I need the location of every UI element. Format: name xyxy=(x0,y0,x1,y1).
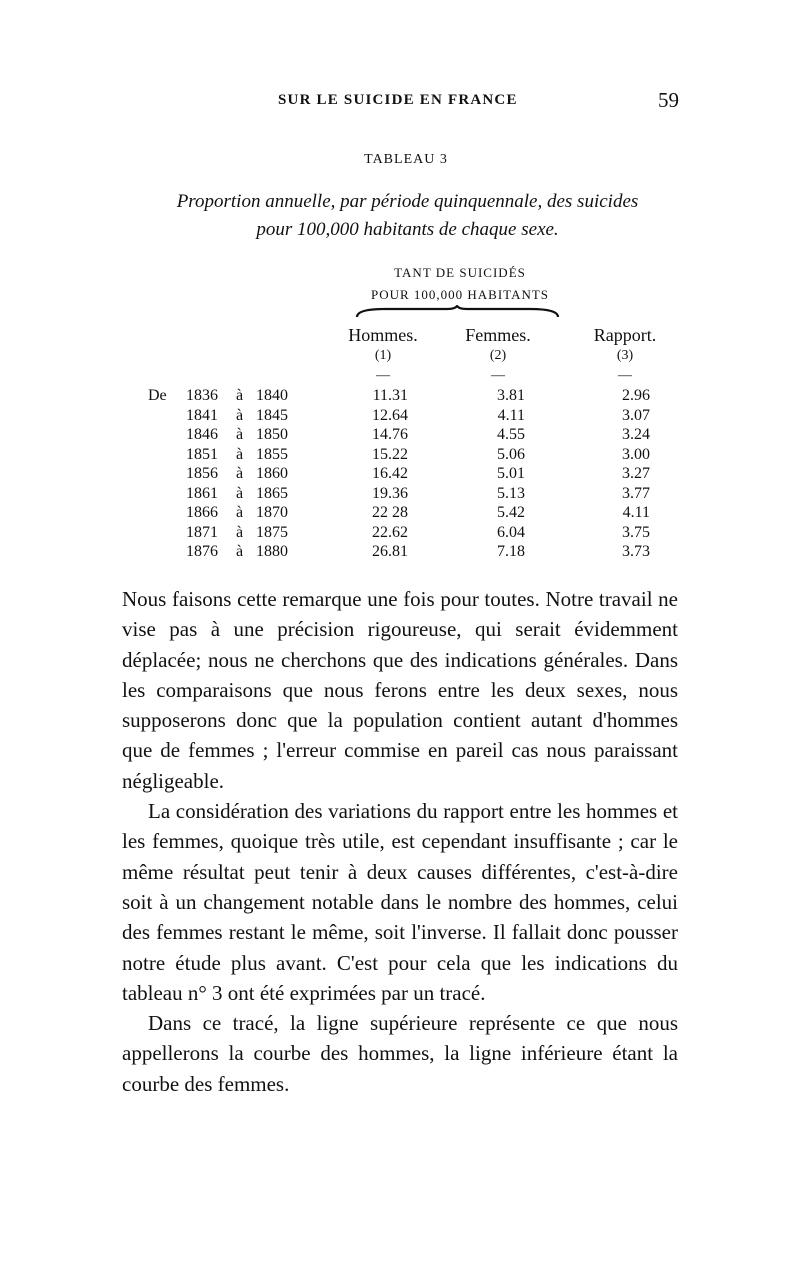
row-year-from: 1871 xyxy=(186,523,218,541)
table-row xyxy=(0,484,800,504)
row-year-to: 1870 xyxy=(256,504,288,521)
cell-hommes: 22.62 xyxy=(372,523,408,541)
row-connector: à xyxy=(236,504,244,521)
cell-hommes: 22 28 xyxy=(372,504,408,521)
cell-hommes: 12.64 xyxy=(372,406,408,424)
cell-femmes: 4.55 xyxy=(497,426,525,443)
row-year-from: 1841 xyxy=(186,406,218,424)
column-dash: — xyxy=(491,368,505,383)
cell-rapport: 3.24 xyxy=(622,426,650,443)
column-number: (3) xyxy=(616,348,634,363)
row-year-to: 1840 xyxy=(256,387,288,404)
table-row xyxy=(0,523,800,543)
row-connector: à xyxy=(236,484,244,502)
cell-femmes: 7.18 xyxy=(497,543,525,560)
column-header-rapport: Rapport. xyxy=(593,325,657,345)
column-number: (1) xyxy=(374,348,392,363)
cell-femmes: 5.06 xyxy=(497,445,525,463)
table-row xyxy=(0,386,800,406)
caption-line: Proportion annuelle, par période quinquennale, des suicides xyxy=(176,191,639,212)
table-row xyxy=(0,425,800,445)
row-year-to: 1865 xyxy=(256,484,288,502)
column-dash: — xyxy=(376,368,390,383)
cell-femmes: 6.04 xyxy=(497,523,525,541)
row-year-to: 1855 xyxy=(256,445,288,463)
column-group-header xyxy=(330,262,590,306)
cell-rapport: 4.11 xyxy=(622,504,650,521)
caption-line: pour 100,000 habitants de chaque sexe. xyxy=(256,219,559,240)
cell-rapport: 2.96 xyxy=(622,387,650,404)
row-year-from: 1861 xyxy=(186,484,218,502)
column-header-hommes: Hommes. xyxy=(348,325,418,345)
row-year-to: 1875 xyxy=(256,523,288,541)
cell-hommes: 19.36 xyxy=(372,484,408,502)
brace-icon xyxy=(355,305,560,319)
running-title: SUR LE SUICIDE EN FRANCE xyxy=(278,92,518,108)
group-header-line: TANT DE SUICIDÉS xyxy=(394,265,526,280)
column-number: (2) xyxy=(489,348,507,363)
row-year-to: 1845 xyxy=(256,406,288,424)
row-connector: à xyxy=(236,543,244,560)
table-body xyxy=(0,386,800,562)
table-label: TABLEAU 3 xyxy=(364,152,448,167)
cell-rapport: 3.07 xyxy=(622,406,650,424)
column-header-femmes: Femmes. xyxy=(465,325,531,345)
row-year-from: 1876 xyxy=(186,543,218,560)
row-prefix: De xyxy=(148,387,167,404)
cell-hommes: 14.76 xyxy=(372,426,408,443)
column-dash: — xyxy=(618,368,632,383)
cell-rapport: 3.75 xyxy=(622,523,650,541)
row-year-to: 1850 xyxy=(256,426,288,443)
cell-rapport: 3.00 xyxy=(622,445,650,463)
cell-femmes: 5.42 xyxy=(497,504,525,521)
row-connector: à xyxy=(236,445,244,463)
cell-femmes: 5.13 xyxy=(497,484,525,502)
table-caption xyxy=(120,188,695,244)
cell-femmes: 3.81 xyxy=(497,387,525,404)
table-row xyxy=(0,445,800,465)
row-year-from: 1851 xyxy=(186,445,218,463)
row-year-from: 1846 xyxy=(186,426,218,443)
cell-hommes: 16.42 xyxy=(372,465,408,482)
row-year-to: 1860 xyxy=(256,465,288,482)
page-header xyxy=(0,88,800,116)
table-row xyxy=(0,464,800,484)
row-connector: à xyxy=(236,465,244,482)
row-connector: à xyxy=(236,426,244,443)
paragraph: Dans ce tracé, la ligne supérieure représente ce que nous appellerons la courbe des hommes, la ligne inférieure étant la courbe des femmes. xyxy=(122,1011,678,1096)
body-text xyxy=(122,584,678,1099)
cell-rapport: 3.73 xyxy=(622,543,650,560)
row-connector: à xyxy=(236,523,244,541)
table-row xyxy=(0,406,800,426)
cell-hommes: 11.31 xyxy=(372,387,408,404)
cell-hommes: 15.22 xyxy=(372,445,408,463)
row-year-from: 1866 xyxy=(186,504,218,521)
cell-femmes: 4.11 xyxy=(497,406,525,424)
cell-femmes: 5.01 xyxy=(497,465,525,482)
row-year-to: 1880 xyxy=(256,543,288,560)
paragraph: La considération des variations du rapport entre les hommes et les femmes, quoique très utile, est cependant insuffisante ; car le même résultat peut tenir à deux causes différentes, c'est-à-dire soit à un changement notable dans le nombre des hommes, celui des femmes restant le même, soit l'inverse. Il fallait donc pousser notre étude plus avant. C'est pour cela que les indications du tableau n° 3 ont été exprimées par un tracé. xyxy=(122,799,678,1005)
row-connector: à xyxy=(236,406,244,424)
table-row xyxy=(0,503,800,523)
cell-hommes: 26.81 xyxy=(372,543,408,560)
cell-rapport: 3.77 xyxy=(622,484,650,502)
paragraph: Nous faisons cette remarque une fois pour toutes. Notre travail ne vise pas à une précision rigoureuse, qui serait évidemment déplacée; nous ne cherchons que des indications générales. Dans les comparaisons que nous ferons entre les deux sexes, nous supposerons donc que la population contient autant d'hommes que de femmes ; l'erreur commise en pareil cas nous paraissant négligeable. xyxy=(122,587,678,793)
row-connector: à xyxy=(236,387,244,404)
group-header-line: POUR 100,000 HABITANTS xyxy=(370,287,550,302)
row-year-from: 1836 xyxy=(186,387,218,404)
page-number: 59 xyxy=(658,88,679,112)
cell-rapport: 3.27 xyxy=(622,465,650,482)
row-year-from: 1856 xyxy=(186,465,218,482)
table-row xyxy=(0,542,800,562)
